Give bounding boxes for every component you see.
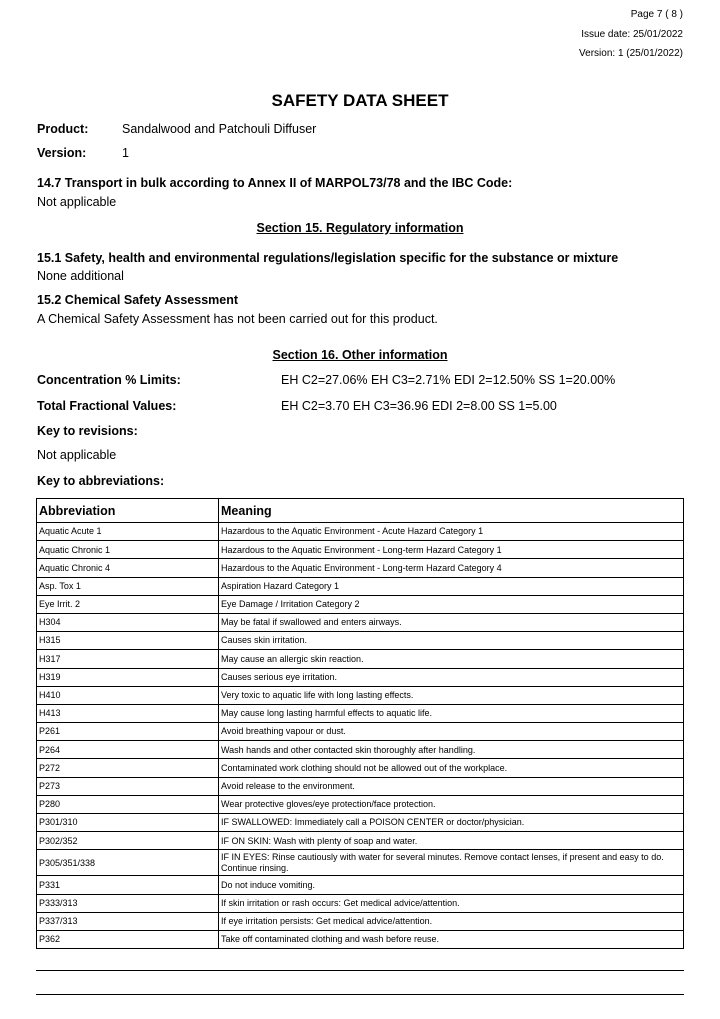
abbreviation-cell: H413: [37, 704, 219, 722]
abbreviation-cell: P362: [37, 930, 219, 948]
abbreviation-cell: H304: [37, 613, 219, 631]
meaning-cell: May cause long lasting harmful effects to aquatic life.: [219, 704, 684, 722]
table-row: [37, 595, 684, 613]
meaning-cell: Hazardous to the Aquatic Environment - Long-term Hazard Category 4: [219, 559, 684, 577]
meaning-cell: Do not induce vomiting.: [219, 876, 684, 894]
meaning-cell: Avoid release to the environment.: [219, 777, 684, 795]
meaning-cell: Wash hands and other contacted skin thoroughly after handling.: [219, 741, 684, 759]
meaning-cell: IF IN EYES: Rinse cautiously with water for several minutes. Remove contact lenses, if present and easy to do. Continue rinsing.: [219, 850, 684, 876]
table-row: [37, 577, 684, 595]
meaning-cell: Avoid breathing vapour or dust.: [219, 723, 684, 741]
meaning-cell: If eye irritation persists: Get medical advice/attention.: [219, 912, 684, 930]
abbreviation-cell: P264: [37, 741, 219, 759]
abbreviation-cell: Aquatic Chronic 4: [37, 559, 219, 577]
document-title: SAFETY DATA SHEET: [271, 91, 449, 110]
fractional-value: EH C2=3.70 EH C3=36.96 EDI 2=8.00 SS 1=5.00: [281, 399, 557, 413]
table-header-row: [37, 499, 684, 523]
table-row: [37, 777, 684, 795]
meaning-cell: Hazardous to the Aquatic Environment - Acute Hazard Category 1: [219, 523, 684, 541]
abbreviation-cell: Aquatic Chronic 1: [37, 541, 219, 559]
section-15-1-heading: 15.1 Safety, health and environmental regulations/legislation specific for the substance or mixture: [37, 251, 619, 265]
fractional-label: Total Fractional Values:: [37, 399, 177, 413]
table-row: [37, 632, 684, 650]
abbreviation-cell: P280: [37, 795, 219, 813]
revisions-label: Key to revisions:: [37, 424, 138, 438]
abbreviation-cell: P261: [37, 723, 219, 741]
table-row: [37, 541, 684, 559]
table-row: [37, 759, 684, 777]
table-row: [37, 686, 684, 704]
product-label: Product:: [37, 122, 89, 136]
meaning-cell: Causes skin irritation.: [219, 632, 684, 650]
section-16-title: Section 16. Other information: [272, 348, 448, 362]
abbreviation-cell: H317: [37, 650, 219, 668]
abbreviation-cell: H315: [37, 632, 219, 650]
meaning-cell: Causes serious eye irritation.: [219, 668, 684, 686]
abbreviation-cell: H410: [37, 686, 219, 704]
table-row: [37, 912, 684, 930]
abbreviation-cell: Aquatic Acute 1: [37, 523, 219, 541]
abbreviation-cell: P337/313: [37, 912, 219, 930]
table-row: [37, 723, 684, 741]
abbreviation-cell: P302/352: [37, 832, 219, 850]
table-row: [37, 850, 684, 876]
table-row: [37, 704, 684, 722]
abbreviations-label: Key to abbreviations:: [37, 474, 165, 488]
table-row: [37, 559, 684, 577]
abbreviation-cell: Eye Irrit. 2: [37, 595, 219, 613]
abbreviation-cell: H319: [37, 668, 219, 686]
meaning-header: Meaning: [219, 499, 684, 523]
table-row: [37, 814, 684, 832]
meaning-cell: Very toxic to aquatic life with long lasting effects.: [219, 686, 684, 704]
table-row: [37, 795, 684, 813]
meaning-cell: Hazardous to the Aquatic Environment - Long-term Hazard Category 1: [219, 541, 684, 559]
footer-divider-top: [36, 970, 684, 971]
revisions-text: Not applicable: [37, 448, 117, 462]
table-row: [37, 523, 684, 541]
meaning-cell: Contaminated work clothing should not be allowed out of the workplace.: [219, 759, 684, 777]
footer-divider-bottom: [36, 994, 684, 995]
abbreviation-cell: Asp. Tox 1: [37, 577, 219, 595]
section-15-2-text: A Chemical Safety Assessment has not been carried out for this product.: [37, 312, 438, 326]
meaning-cell: Wear protective gloves/eye protection/face protection.: [219, 795, 684, 813]
abbreviation-header: Abbreviation: [37, 499, 219, 523]
version-label: Version:: [37, 146, 87, 160]
table-body: [37, 523, 684, 949]
section-15-1-text: None additional: [37, 269, 124, 283]
page-number: Page 7 ( 8 ): [630, 9, 683, 20]
meaning-cell: Aspiration Hazard Category 1: [219, 577, 684, 595]
meaning-cell: Eye Damage / Irritation Category 2: [219, 595, 684, 613]
table-row: [37, 650, 684, 668]
meaning-cell: May be fatal if swallowed and enters airways.: [219, 613, 684, 631]
abbreviation-cell: P331: [37, 876, 219, 894]
table-row: [37, 741, 684, 759]
section-14-7-text: Not applicable: [37, 195, 117, 209]
abbreviations-table: [36, 498, 684, 949]
version-value: 1: [122, 146, 129, 160]
concentration-label: Concentration % Limits:: [37, 373, 181, 387]
abbreviation-cell: P273: [37, 777, 219, 795]
abbreviation-cell: P301/310: [37, 814, 219, 832]
section-15-title: Section 15. Regulatory information: [256, 221, 464, 235]
table-row: [37, 832, 684, 850]
section-14-7-heading: 14.7 Transport in bulk according to Annex II of MARPOL73/78 and the IBC Code:: [37, 176, 513, 190]
section-15-2-heading: 15.2 Chemical Safety Assessment: [37, 293, 239, 307]
meaning-cell: Take off contaminated clothing and wash before reuse.: [219, 930, 684, 948]
table-row: [37, 894, 684, 912]
meaning-cell: May cause an allergic skin reaction.: [219, 650, 684, 668]
table-row: [37, 613, 684, 631]
table-row: [37, 876, 684, 894]
abbreviation-cell: P272: [37, 759, 219, 777]
meaning-cell: If skin irritation or rash occurs: Get medical advice/attention.: [219, 894, 684, 912]
meaning-cell: IF ON SKIN: Wash with plenty of soap and water.: [219, 832, 684, 850]
meaning-cell: IF SWALLOWED: Immediately call a POISON CENTER or doctor/physician.: [219, 814, 684, 832]
concentration-value: EH C2=27.06% EH C3=2.71% EDI 2=12.50% SS 1=20.00%: [281, 373, 616, 387]
product-value: Sandalwood and Patchouli Diffuser: [122, 122, 317, 136]
table-row: [37, 930, 684, 948]
version-date: Version: 1 (25/01/2022): [579, 48, 683, 59]
table-row: [37, 668, 684, 686]
issue-date: Issue date: 25/01/2022: [581, 29, 683, 40]
abbreviation-cell: P305/351/338: [37, 850, 219, 876]
abbreviation-cell: P333/313: [37, 894, 219, 912]
